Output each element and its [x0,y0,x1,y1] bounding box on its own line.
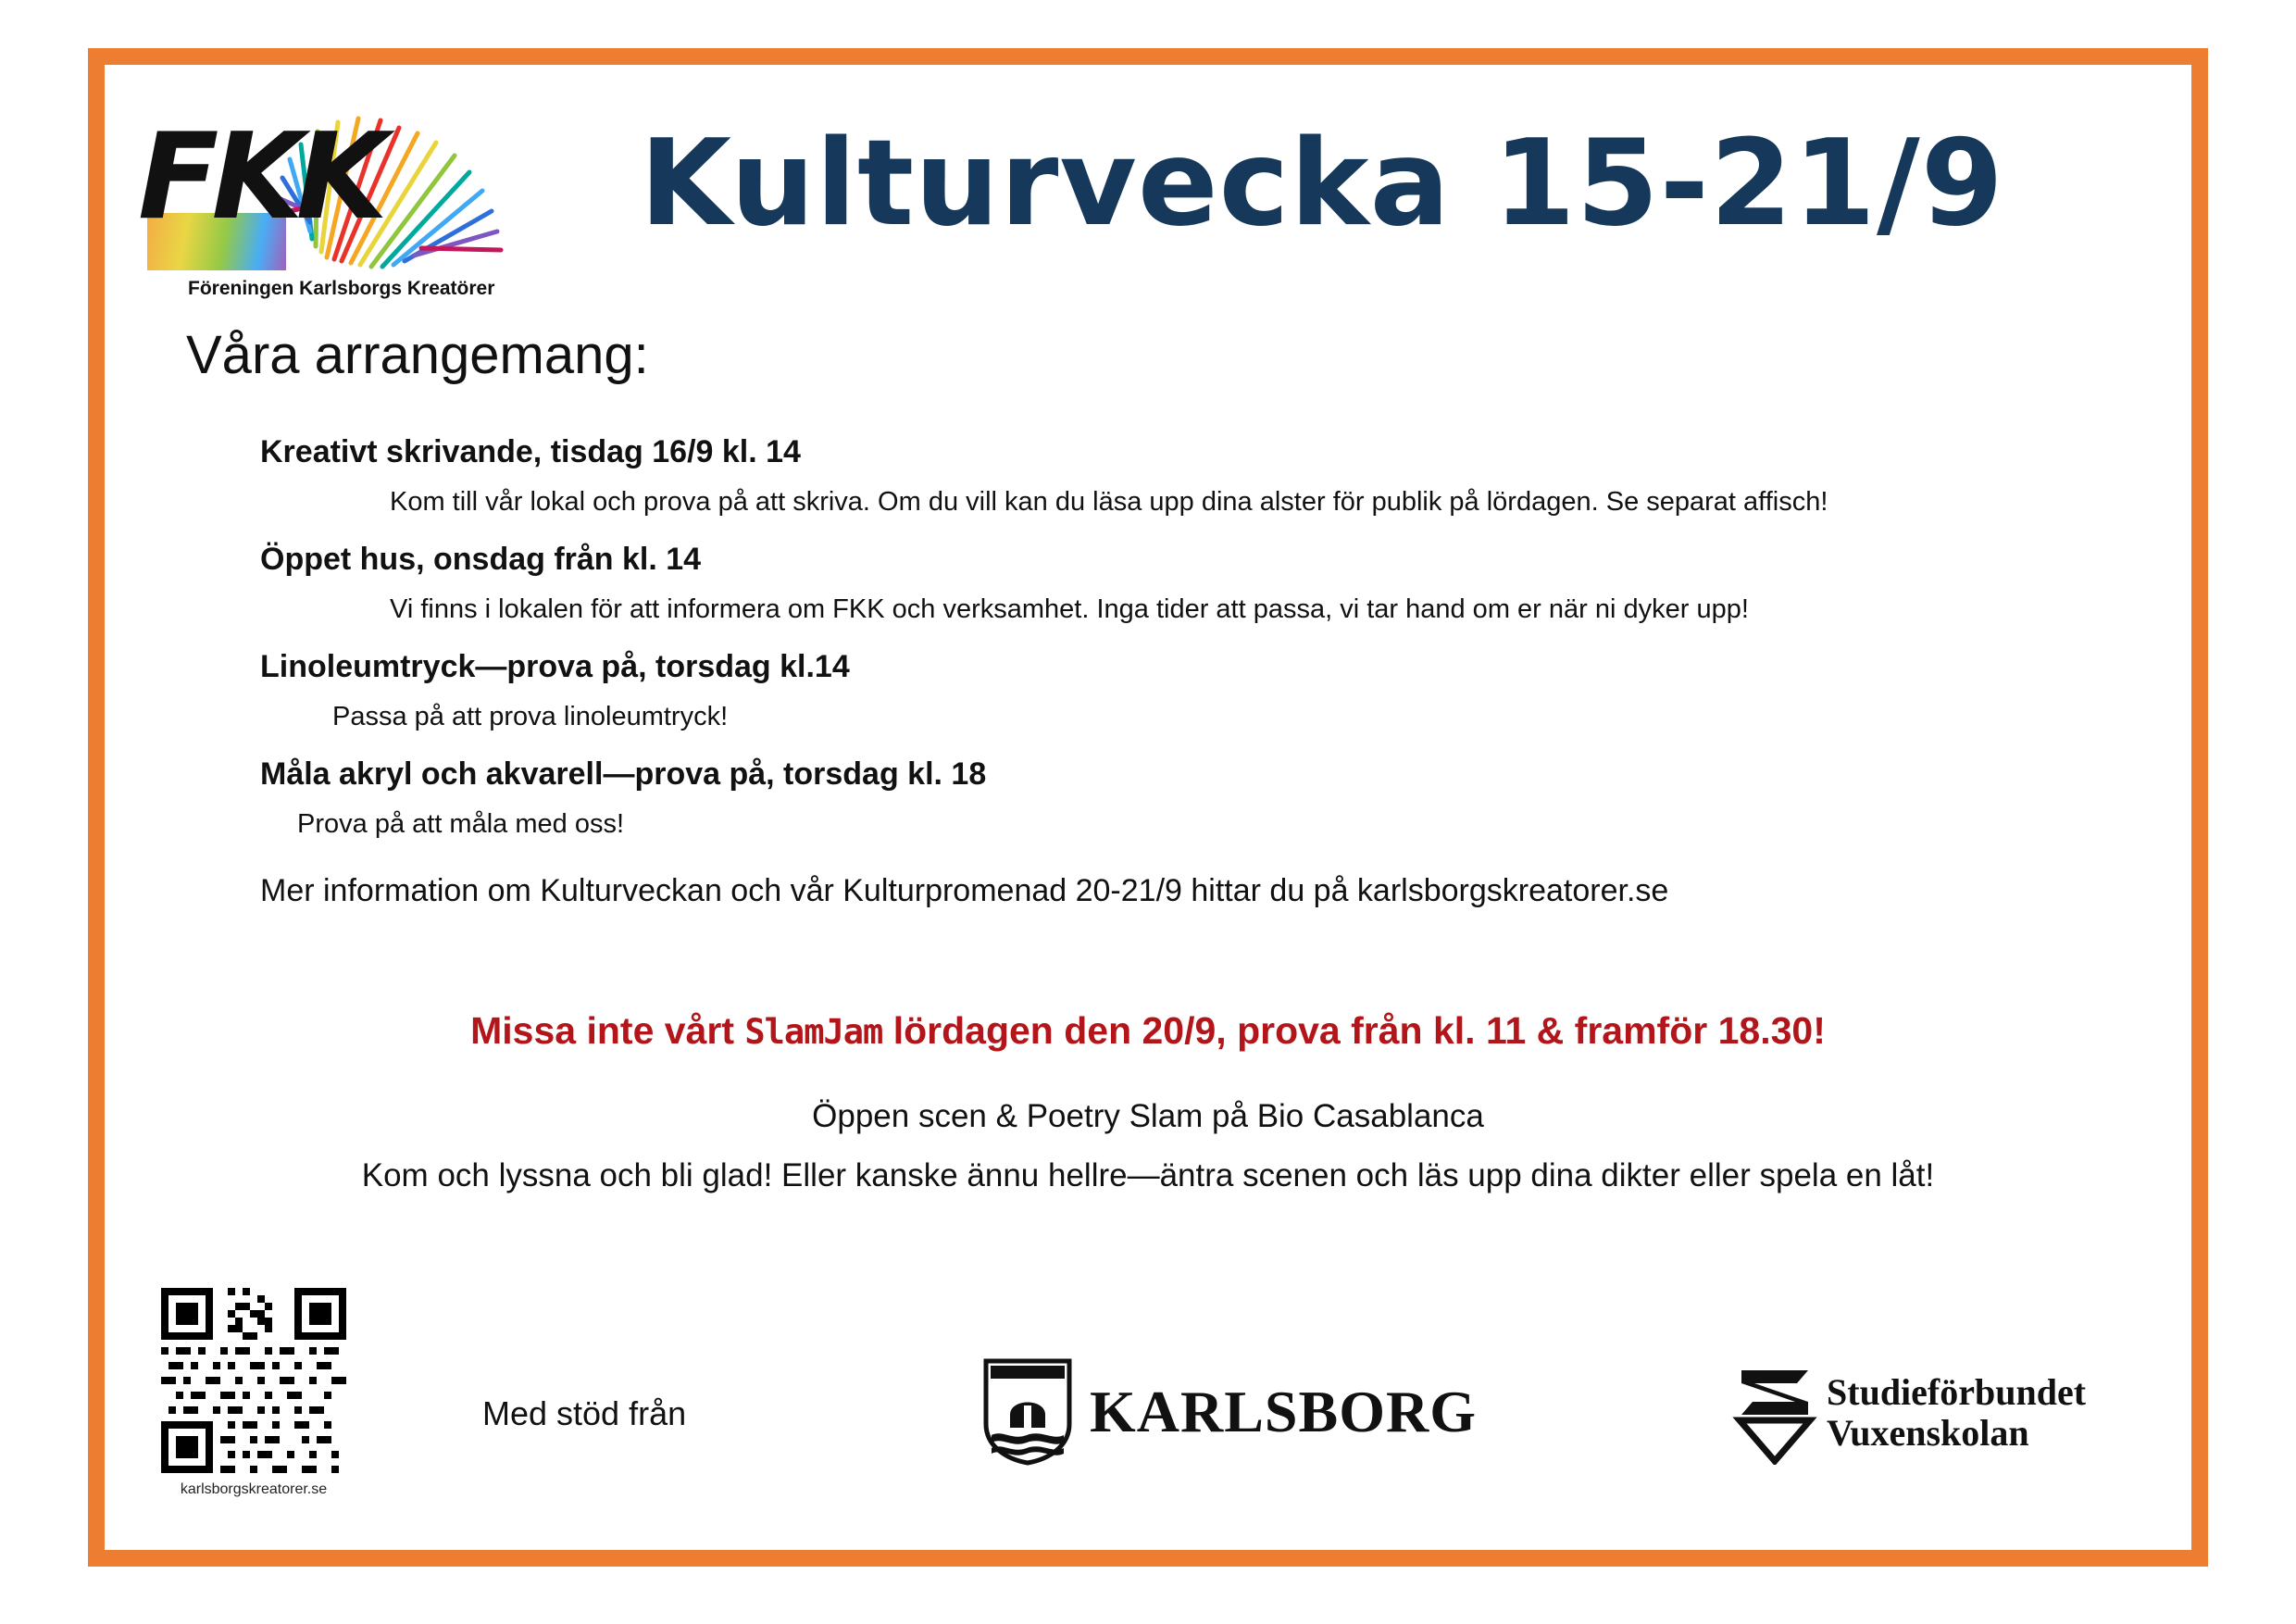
poster-inner [121,81,2175,1533]
fkk-acronym: FKK [138,108,381,246]
event-item [121,533,2175,633]
karlsborg-shield-icon [982,1357,1073,1467]
sv-wordmark-line1: Studieförbundet [1827,1371,2087,1413]
qr-caption: karlsborgskreatorer.se [180,1481,328,1497]
event-description: Vi finns i lokalen för att informera om FKK och verksamhet. Inga tider att passa, vi tar hand om er när ni dyker upp! [390,594,1749,624]
poster-frame [88,48,2208,1567]
sv-wordmark [1827,1372,2086,1454]
slamjam-before: Missa inte vårt [470,1009,745,1052]
slamjam-highlight [121,1009,2175,1053]
event-item [121,426,2175,526]
events-list [121,426,2175,913]
event-title: Linoleumtryck—prova på, torsdag kl.14 [260,649,850,684]
event-description: Kom till vår lokal och prova på att skriva. Om du vill kan du läsa upp dina alster för publik på lördagen. Se separat affisch! [390,487,1828,517]
support-label: Med stöd från [482,1394,687,1432]
event-item [121,748,2175,848]
event-title: Öppet hus, onsdag från kl. 14 [260,542,702,577]
karlsborg-logo [982,1357,1477,1467]
qr-code-icon[interactable] [161,1288,346,1473]
event-item [121,641,2175,741]
subline-venue: Öppen scen & Poetry Slam på Bio Casablanca [812,1098,1484,1134]
slamjam-brand: SlamJam [744,1012,883,1052]
page-title: Kulturvecka 15-21/9 [640,115,2004,253]
event-description: Prova på att måla med oss! [297,809,624,839]
karlsborg-wordmark: KARLSBORG [1090,1379,1477,1444]
subline-invite: Kom och lyssna och bli glad! Eller kanske ännu hellre—äntra scenen och läs upp dina dikter eller spela en låt! [361,1157,1935,1193]
sv-mark-icon [1732,1361,1817,1465]
sv-logo [1732,1361,2086,1465]
slamjam-after: lördagen den 20/9, prova från kl. 11 & framför 18.30! [882,1009,1826,1052]
poster-footer [121,1274,2175,1505]
poster-header [121,81,2175,313]
event-description: Passa på att prova linoleumtryck! [332,702,729,731]
sv-wordmark-line2: Vuxenskolan [1827,1412,2029,1454]
event-title: Kreativt skrivande, tisdag 16/9 kl. 14 [260,434,801,469]
qr-block[interactable] [147,1288,360,1498]
section-heading: Våra arrangemang: [186,325,649,385]
more-info-text: Mer information om Kulturveckan och vår Kulturpromenad 20-21/9 hittar du på karlsborgskreatorer.se [260,873,1669,908]
event-title: Måla akryl och akvarell—prova på, torsdag kl. 18 [260,756,987,792]
fkk-tagline: Föreningen Karlsborgs Kreatörer [188,278,495,299]
fkk-logo [131,102,501,306]
